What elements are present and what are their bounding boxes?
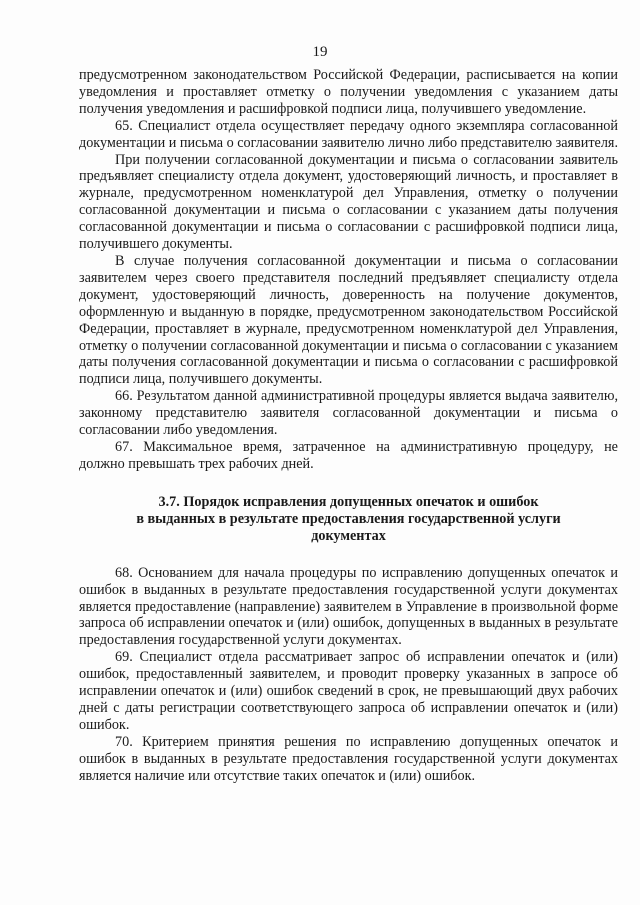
paragraph-65-personal-receipt: При получении согласованной документации и письма о согласовании заявитель предъявляет специалисту отдела документ, удостоверяющий личность, и проставляет в журнале, предусмотренном номенклатурой дел Управления, отметку о получении согласованной документации и письма о согласовании с указанием даты получения согласованной документации и письма о согласовании с расшифровкой подписи лица, получившего документы. (79, 151, 618, 253)
paragraph-70: 70. Критерием принятия решения по исправлению допущенных опечаток и ошибок в выданных в результате предоставления государственной услуги документах является наличие или отсутствие таких опечаток и (или) ошибок. (79, 733, 618, 784)
section-heading-line: 3.7. Порядок исправления допущенных опечаток и ошибок (158, 493, 539, 510)
paragraph-65-representative-receipt: В случае получения согласованной документации и письма о согласовании заявителем через своего представителя последний предъявляет специалисту отдела документ, удостоверяющий личность, доверенность на получение документов, оформленную и выданную в порядке, предусмотренном законодательством Российской Федерации, проставляет в журнале, предусмотренном номенклатурой дел Управления, отметку о получении согласованной документации и письма о согласовании с указанием даты получения согласованной документации и письма о согласовании с расшифровкой подписи лица, получившего документы. (79, 252, 618, 388)
paragraph-67: 67. Максимальное время, затраченное на административную процедуру, не должно превышать трех рабочих дней. (79, 438, 618, 472)
paragraph-65: 65. Специалист отдела осуществляет передачу одного экземпляра согласованной документации и письма о согласовании заявителю лично либо представителю заявителя. (79, 117, 618, 151)
section-heading-line: в выданных в результате предоставления государственной услуги (136, 510, 561, 527)
section-heading-3-7 (79, 494, 618, 545)
paragraph-continuation: предусмотренном законодательством Российской Федерации, расписывается на копии уведомления и проставляет отметку о получении уведомления с указанием даты получения уведомления и расшифровкой подписи лица, получившего уведомление. (79, 67, 618, 117)
paragraph-68: 68. Основанием для начала процедуры по исправлению допущенных опечаток и ошибок в выданных в результате предоставления государственной услуги документах является предоставление (направление) заявителем в Управление в произвольной форме запроса об исправлении опечаток и (или) ошибок, допущенных в выданных в результате предоставления государственной услуги документах. (79, 564, 618, 649)
paragraph-69: 69. Специалист отдела рассматривает запрос об исправлении опечаток и (или) ошибок, предоставленный заявителем, и проводит проверку указанных в запросе об исправлении опечаток и (или) ошибок сведений в срок, не превышающий двух рабочих дней с даты регистрации соответствующего запроса об исправлении опечаток и (или) ошибок. (79, 649, 618, 733)
page-number: 19 (312, 44, 328, 60)
document-body (79, 67, 618, 785)
section-heading-line: документах (311, 527, 386, 544)
paragraph-66: 66. Результатом данной административной процедуры является выдача заявителю, законному представителю заявителя согласованной документации и письма о согласовании либо уведомления. (79, 388, 618, 439)
